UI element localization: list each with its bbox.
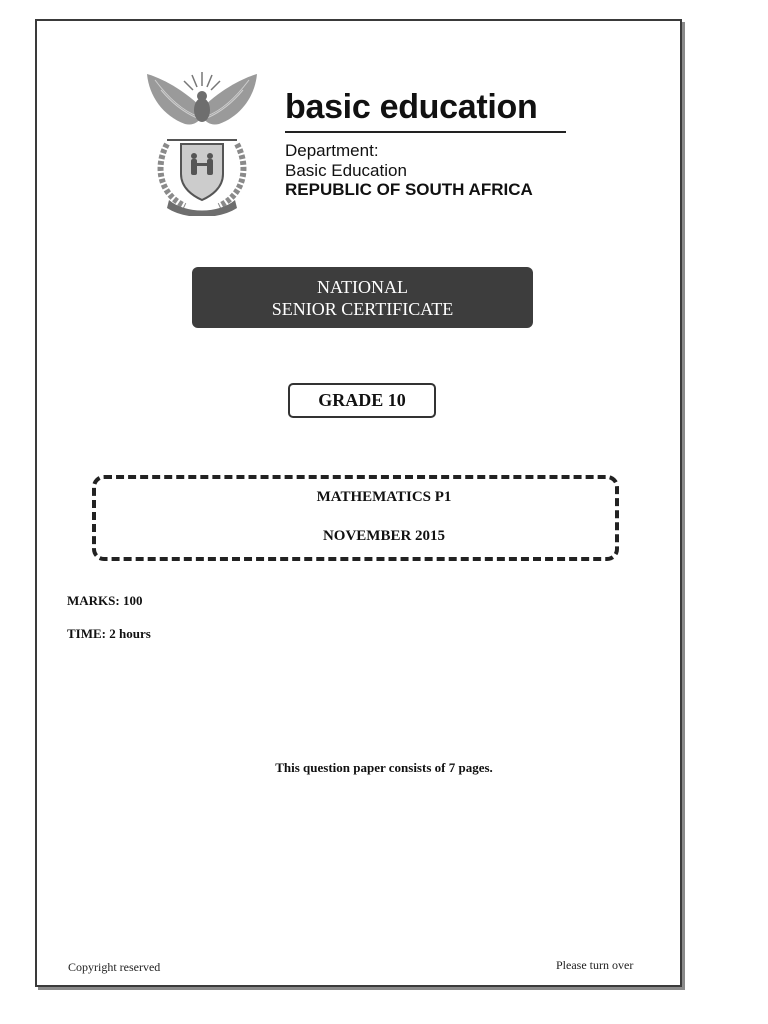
brand-title: basic education [285, 88, 538, 126]
marks-info: MARKS: 100 [67, 593, 143, 608]
certificate-line-2: SENIOR CERTIFICATE [271, 298, 454, 319]
grade-label: GRADE 10 [288, 383, 436, 418]
subject-box [92, 475, 619, 561]
country-name: REPUBLIC OF SOUTH AFRICA [285, 180, 533, 199]
time-info: TIME: 2 hours [67, 626, 151, 641]
subject-title: MATHEMATICS P1 [316, 489, 452, 505]
brand-underline [285, 131, 566, 133]
certificate-banner [192, 267, 533, 328]
turn-over-note: Please turn over [556, 958, 634, 972]
pages-note: This question paper consists of 7 pages. [275, 760, 493, 775]
exam-session: NOVEMBER 2015 [322, 528, 446, 544]
coat-of-arms-icon [145, 66, 260, 216]
copyright-note: Copyright reserved [68, 960, 161, 974]
department-name: Basic Education [285, 161, 407, 180]
department-label: Department: [285, 141, 379, 160]
certificate-line-1: NATIONAL [317, 276, 408, 297]
